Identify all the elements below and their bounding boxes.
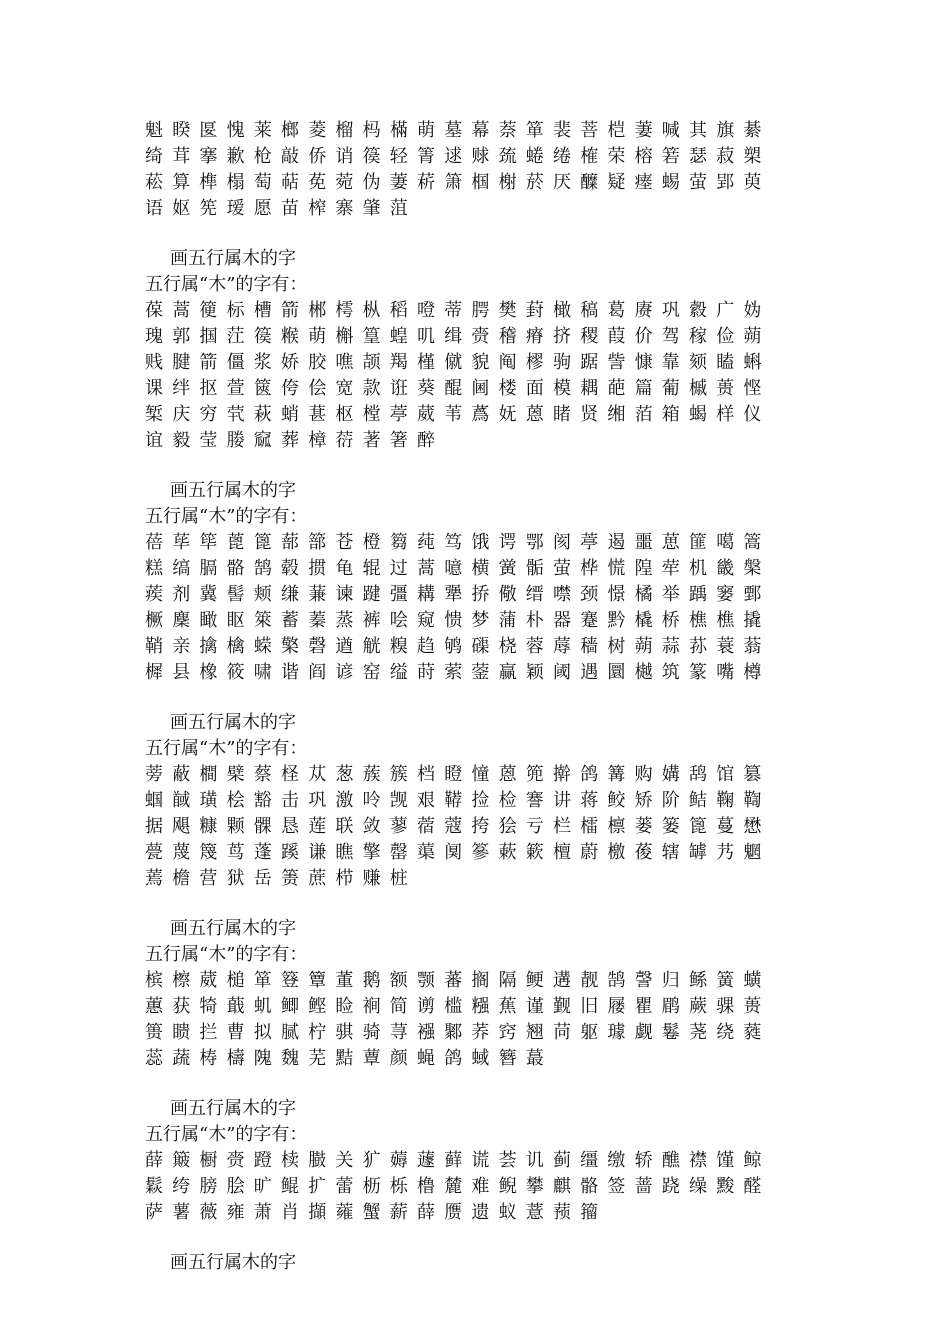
section-heading: 画五行属木的字 <box>170 480 296 501</box>
char-line: 瑰郭掴茳篌糇萌槲篁蝗叽缉赍稽瘠挤稷葭价驾稼俭蒴 <box>145 326 771 347</box>
char-line: 蓓荜筚蓖篦蔀篰苍橙篘莼笃饿谔鄂阂葶遏噩葸篚噶篙 <box>145 532 771 553</box>
section-subheading: 五行属“木”的字有： <box>145 944 308 965</box>
section-subheading: 五行属“木”的字有： <box>145 738 308 759</box>
char-block-1 <box>145 118 805 222</box>
char-list <box>145 530 805 686</box>
char-line: 椠庆穷茕萩蛸葚枢樘葶葳苇蔿妩蒽睹贤缃萡箱蝎样仪 <box>145 404 771 425</box>
char-block-4 <box>145 710 805 892</box>
char-line: 薛簸橱赍蹬椟臌关犷薅蘧藓谎荟讥蓟缰缴轿醮襟馑鲸 <box>145 1150 771 1171</box>
char-block-3 <box>145 478 805 686</box>
document-body <box>145 118 805 1300</box>
char-list <box>145 118 805 222</box>
section-subheading: 五行属“木”的字有： <box>145 506 308 527</box>
section-heading: 画五行属木的字 <box>170 248 296 269</box>
char-line: 橛麇瞰眍箂蓄蓁蒸裤哙窥愦梦蒲朴器蹇黔橇桥樵樵撬 <box>145 610 771 631</box>
char-line: 蒡蔽橺檗蔡柽苁葱蔟簇档瞪憧蒽篼擀鸽篝购媾鸹馆篡 <box>145 764 771 785</box>
char-list <box>145 762 805 892</box>
char-line: 萨薯薇雍萧肖擷蕹蟹薪薛赝遗蚁薏蓣籀 <box>145 1202 608 1223</box>
section-heading: 画五行属木的字 <box>170 918 296 939</box>
char-line: 葆蒿箯标槽箭郴樗枞稻噔蒂腭樊葑橄稿葛赓巩縠广妫 <box>145 300 771 321</box>
section-subheading: 五行属“木”的字有： <box>145 274 308 295</box>
char-list <box>145 968 805 1072</box>
section-heading: 画五行属木的字 <box>170 1098 296 1119</box>
section-heading: 画五行属木的字 <box>170 1252 296 1273</box>
char-line: 蕙获犄蕺虮鲫鲣睑裥简谫槛糨蕉谨觐旧屦瞿鹛蕨骒蒉 <box>145 996 771 1017</box>
char-line: 篑瞆拦曹拟腻柠骐骑荨襁鄹荞窍翘苘躯璩觑鬈荛绕蕤 <box>145 1022 771 1043</box>
char-line: 樨县橡筱啸谐阎谚窑缢莳萦蓥赢颖阈遇圜樾筑篆嘴樽 <box>145 662 771 683</box>
char-line: 鞘亲擒檎蝾檠磬遒觥糗趋鸲磲桡蓉蓐穑树蒴蒜荪蓑蓊 <box>145 636 771 657</box>
char-line: 据飓糠颗髁恳莲联敛蓼蓿蔻挎狯亏栏檑檩蒌篓篦蔓懋 <box>145 816 771 837</box>
char-line: 蝈馘璜桧豁击巩激呤觊艰鞯捡检謇讲蒋鲛矫阶鲒鞠鞫 <box>145 790 771 811</box>
char-line: 蔫檐营狱岳箦蔗栉赚桩 <box>145 868 417 889</box>
char-block-5 <box>145 916 805 1072</box>
char-line: 贱腱箭僵浆娇胶噍颉羯槿僦貌阄樛驹踞訾慷靠颏瞌蝌 <box>145 352 771 373</box>
char-list <box>145 298 805 454</box>
char-line: 甍蔑篾茑蓬蹊谦瞧擎罄蕖阒篸蔌簌檀蔚檄葰辖罅艿魍 <box>145 842 771 863</box>
char-line: 菘算榫榻萄萜莬菀伪萋菥箫椢榭菸厌醾疑瘗蜴萤郢萸 <box>145 172 771 193</box>
section-heading: 画五行属木的字 <box>170 712 296 733</box>
char-line: 槟檫葳槌箪簦簟董鹅额颚蕃搁隔鲠遘靓鹄謦归鲧簧蟥 <box>145 970 771 991</box>
char-line: 糕缟膈骼鹄毂掼龟辊过蒿噫横黉骺萤桦慌隍荦机畿槃 <box>145 558 771 579</box>
char-line: 蒺剂冀髻颊缣蒹谏踺彊耩犟挢儆缙噤颈憬橘举踽窭鄄 <box>145 584 771 605</box>
char-block-7 <box>145 1250 805 1276</box>
char-line: 谊毅莹媵窳葬樟葕著箸醉 <box>145 430 445 451</box>
char-line: 绮茸搴歉枪敲侨诮篌轻箐逑赇巯蜷绻榷荣榕箬瑟菽槊 <box>145 146 771 167</box>
char-line: 蕊蔬梼檮隗魏芜黠蕈颜蝇鸽蜮簪蕞 <box>145 1048 553 1069</box>
char-block-2 <box>145 246 805 454</box>
char-block-6 <box>145 1096 805 1226</box>
section-subheading: 五行属“木”的字有： <box>145 1124 308 1145</box>
char-line: 魁睽匽愧莱榔菱榴杩樠萌墓幕萘箪裴菩桤萋喊其旗綦 <box>145 120 771 141</box>
char-list <box>145 1148 805 1226</box>
char-line: 课绊抠萱篋侉侩宽款诳葵醌阃楼面模耦葩篇葡槭蒉悭 <box>145 378 771 399</box>
char-line: 语妪筅瑷愿苗榨寨肇菹 <box>145 198 417 219</box>
char-line: 鬏绔膀脍旷鲲扩蕾枥栎橹麓难鲵攀麒骼签蔷跷缲黢醛 <box>145 1176 771 1197</box>
